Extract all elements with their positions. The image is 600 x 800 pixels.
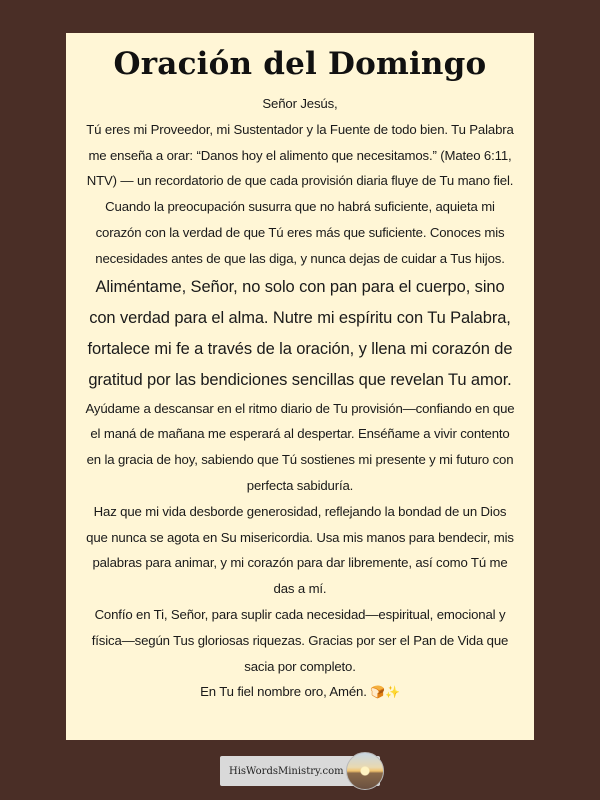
page-title: Oración del Domingo <box>113 46 487 82</box>
prayer-closing <box>84 679 516 706</box>
bread-sparkles-icon: 🍞✨ <box>370 685 400 700</box>
prayer-paragraph-worry: Cuando la preocupación susurra que no habrá suficiente, aquieta mi corazón con la verdad de que Tú eres más que suficiente. Conoces mis necesidades antes de que las diga, y nunca dejas de cuidar a Tus hijos. <box>95 199 505 266</box>
opening-text: Señor Jesús, Tú eres mi Proveedor, mi Sustentador y la Fuente de todo bien. Tu Palabra me enseña a orar: “Danos hoy el alimento que necesitamos.” (Mateo 6:11, NTV) — un recordatorio de que cada provisión diaria fluye de Tu mano fiel. <box>86 96 514 189</box>
closing-text: En Tu fiel nombre oro, Amén. <box>200 684 367 700</box>
prayer-paragraph-opening <box>84 91 516 194</box>
prayer-paragraph-nourish: Aliméntame, Señor, no solo con pan para el cuerpo, sino con verdad para el alma. Nutre mi espíritu con Tu Palabra, fortalece mi fe a través de la oración, y llena mi corazón de gratitud por las bendiciones sencillas que revelan Tu amor. <box>87 277 513 389</box>
prayer-paragraph-trust: Confío en Ti, Señor, para suplir cada necesidad—espiritual, emocional y física—según Tus gloriosas riquezas. Gracias por ser el Pan de Vida que sacia por completo. <box>91 606 509 674</box>
prayer-paragraph-generosity: Haz que mi vida desborde generosidad, reflejando la bondad de un Dios que nunca se agota en Su misericordia. Usa mis manos para bendecir, mis palabras para animar, y mi corazón para dar libremente, así como Tú me das a mí. <box>86 503 514 597</box>
prayer-paragraph-rest: Ayúdame a descansar en el ritmo diario de Tu provisión—confiando en que el maná de mañana me esperará al despertar. Enséñame a vivir contento en la gracia de hoy, sabiendo que Tú sostienes mi presente y mi futuro con perfecta sabiduría. <box>85 400 515 493</box>
footer-badge[interactable] <box>220 756 380 786</box>
site-link[interactable]: HisWordsMinistry.com <box>229 765 344 777</box>
sunset-water-icon <box>346 752 384 790</box>
prayer-card <box>66 33 534 740</box>
